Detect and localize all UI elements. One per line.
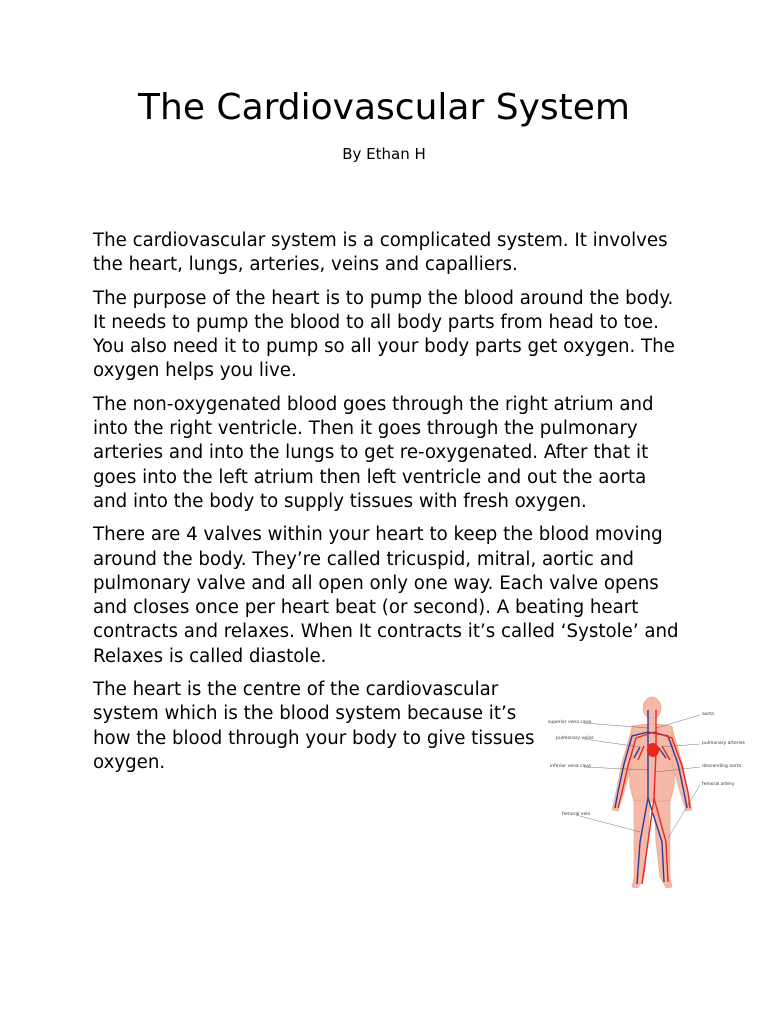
paragraph: The purpose of the heart is to pump the blood around the body. It needs to pump the blood to all body parts from head to toe. You also need it to pump so all your body parts get oxygen. The oxygen helps you live.: [93, 287, 675, 382]
paragraph: The cardiovascular system is a complicated system. It involves the heart, lungs, arteries, veins and capalliers.: [93, 230, 668, 276]
figure-label: femoral artery: [702, 782, 735, 787]
page-title: The Cardiovascular System: [138, 87, 630, 128]
figure-label: aorta: [702, 712, 714, 717]
figure-label: inferior vena cava: [550, 764, 591, 769]
paragraph: The heart is the centre of the cardiovascular system which is the blood system because it’s how the blood through your body to give tissues oxygen.: [93, 679, 535, 773]
circulatory-system-diagram: [536, 692, 746, 898]
paragraph: The non-oxygenated blood goes through the right atrium and into the right ventricle. Then it goes through the pulmonary arteries and into the lungs to get re-oxygenated. After that it goes into the left atrium then left ventricle and out the aorta and into the body to supply tissues with fresh oxygen.: [93, 393, 654, 512]
figure-label: descending aorta: [702, 764, 742, 769]
figure-label: femoral vein: [562, 812, 591, 817]
author-byline: By Ethan H: [342, 145, 426, 163]
paragraph: There are 4 valves within your heart to keep the blood moving around the body. They’re called tricuspid, mitral, aortic and pulmonary valve and all open only one way. Each valve opens and closes once per heart beat (or second). A beating heart contracts and relaxes. When It contracts it’s called ‘Systole’ and Relaxes is called diastole.: [93, 524, 679, 667]
figure-label: superior vena cava: [548, 720, 592, 725]
figure-label: pulmonary veins: [556, 736, 594, 741]
figure-label: pulmonary arteries: [702, 741, 746, 746]
